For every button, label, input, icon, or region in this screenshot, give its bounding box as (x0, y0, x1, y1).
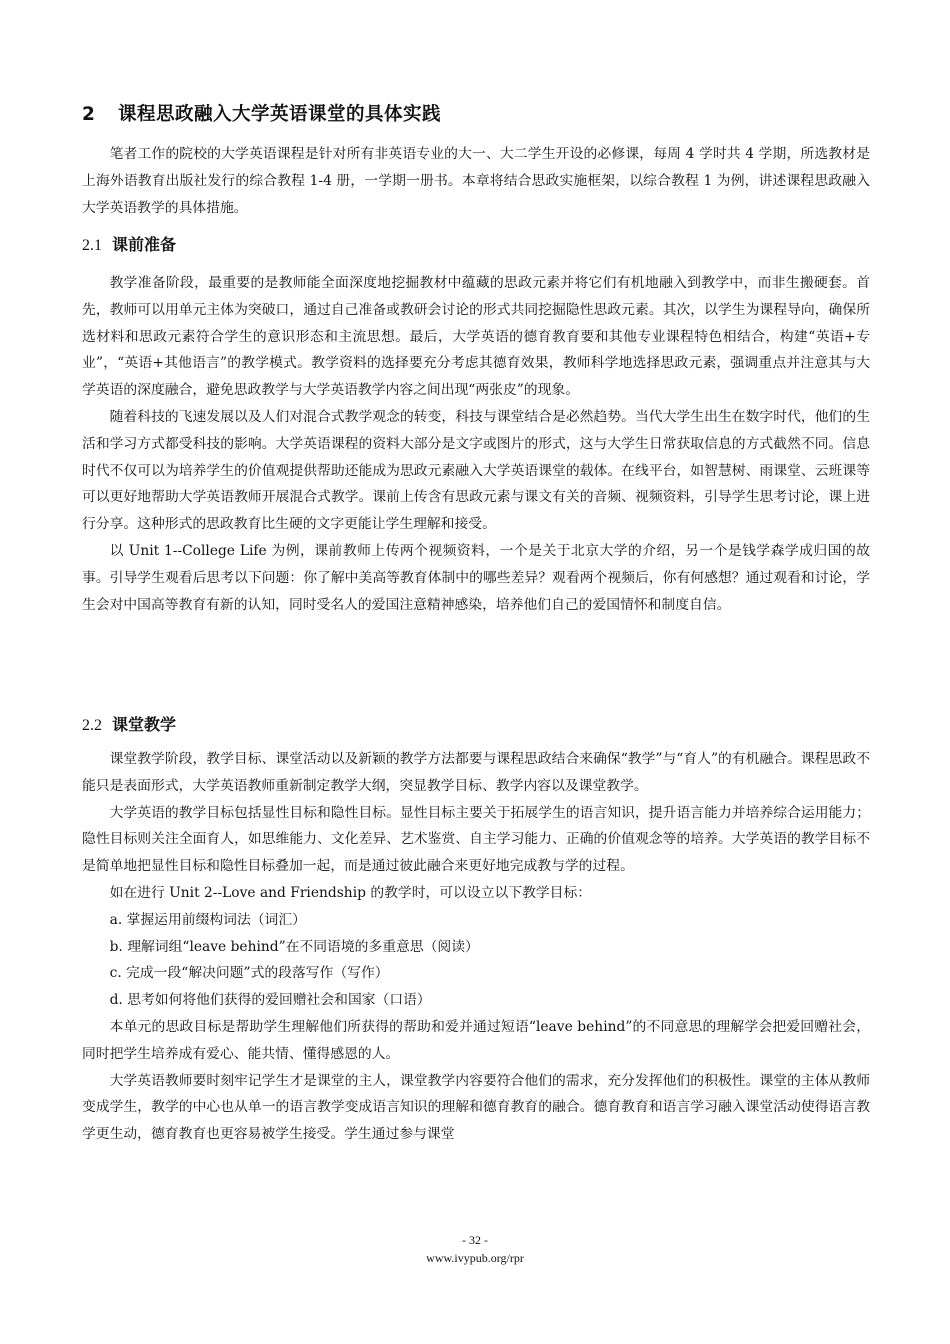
section-2-2-body (82, 746, 870, 1148)
section-number: 2 (82, 104, 96, 125)
paragraph: 大学英语教师要时刻牢记学生才是课堂的主人，课堂教学内容要符合他们的需求，充分发挥他们的积极性。课堂的主体从教师变成学生，教学的中心也从单一的语言教学变成语言知识的理解和德育教育的融合。德育教育和语言学习融入课堂活动使得语言教学更生动，德育教育也更容易被学生接受。学生通过参与课堂 (82, 1072, 870, 1143)
paragraph: 本单元的思政目标是帮助学生理解他们所获得的帮助和爱并通过短语“leave behind”的不同意思的理解学会把爱回赠社会，同时把学生培养成有爱心、能共情、懂得感恩的人。 (82, 1018, 870, 1062)
list-item: a. 掌握运用前缀构词法（词汇） (109, 911, 306, 928)
paragraph: 教学准备阶段，最重要的是教师能全面深度地挖掘教材中蕴藏的思政元素并将它们有机地融入到教学中，而非生搬硬套。首先，教师可以用单元主体为突破口，通过自己准备或教研会讨论的形式共同挖掘隐性思政元素。其次，以学生为课程导向，确保所选材料和思政元素符合学生的意识形态和主流思想。最后，大学英语的德育教育要和其他专业课程特色相结合，构建“英语+专业”，“英语+其他语言”的教学模式。教学资料的选择要充分考虑其德育效果，教师科学地选择思政元素，强调重点并注意其与大学英语的深度融合，避免思政教学与大学英语教学内容之间出现“两张皮”的现象。 (82, 275, 870, 399)
section-2-intro (82, 141, 870, 221)
section-number: 2.2 (82, 717, 102, 734)
section-2-heading (82, 100, 441, 126)
paragraph: 如在进行 Unit 2--Love and Friendship 的教学时，可以设立以下教学目标： (109, 884, 592, 901)
section-2-2-heading (82, 712, 870, 735)
section-title: 课程思政融入大学英语课堂的具体实践 (118, 104, 442, 125)
section-number: 2.1 (82, 237, 102, 254)
section-2-1-heading (82, 232, 870, 255)
paragraph: 大学英语的教学目标包括显性目标和隐性目标。显性目标主要关于拓展学生的语言知识，提升语言能力并培养综合运用能力；隐性目标则关注全面育人，如思维能力、文化差异、艺术鉴赏、自主学习能力、正确的价值观念等的培养。大学英语的教学目标不是简单地把显性目标和隐性目标叠加一起，而是通过彼此融合来更好地完成教与学的过程。 (82, 804, 870, 875)
page-number: - 32 - (462, 1233, 488, 1247)
paragraph: 随着科技的飞速发展以及人们对混合式教学观念的转变，科技与课堂结合是必然趋势。当代大学生出生在数字时代，他们的生活和学习方式都受科技的影响。大学英语课程的资料大部分是文字或图片的形式，这与大学生日常获取信息的方式截然不同。信息时代不仅可以为培养学生的价值观提供帮助还能成为思政元素融入大学英语课堂的载体。在线平台，如智慧树、雨课堂、云班课等可以更好地帮助大学英语教师开展混合式教学。课前上传含有思政元素与课文有关的音频、视频资料，引导学生思考讨论，课上进行分享。这种形式的思政教育比生硬的文字更能让学生理解和接受。 (82, 408, 870, 533)
list-item: b. 理解词组“leave behind”在不同语境的多重意思（阅读） (109, 938, 479, 955)
section-title: 课前准备 (112, 235, 177, 254)
list-item: d. 思考如何将他们获得的爱回赠社会和国家（口语） (109, 992, 431, 1009)
list-item: c. 完成一段“解决问题”式的段落写作（写作） (109, 965, 389, 982)
section-title: 课堂教学 (112, 715, 177, 734)
paragraph: 笔者工作的院校的大学英语课程是针对所有非英语专业的大一、大二学生开设的必修课，每周 4 学时共 4 学期，所选教材是上海外语教育出版社发行的综合教程 1-4 册，一学期一册书。本章将结合思政实施框架，以综合教程 1 为例，讲述课程思政融入大学英语教学的具体措施。 (82, 146, 870, 216)
journal-url: www.ivypub.org/rpr (426, 1251, 524, 1265)
section-2-1-body (82, 270, 870, 618)
paragraph: 课堂教学阶段，教学目标、课堂活动以及新颖的教学方法都要与课程思政结合来确保“教学”与“育人”的有机融合。课程思政不能只是表面形式，大学英语教师重新制定教学大纲，突显教学目标、教学内容以及课堂教学。 (82, 751, 870, 794)
paragraph: 以 Unit 1--College Life 为例，课前教师上传两个视频资料，一个是关于北京大学的介绍，另一个是钱学森学成归国的故事。引导学生观看后思考以下问题：你了解中美高等教育体制中的哪些差异？观看两个视频后，你有何感想？通过观看和讨论，学生会对中国高等教育有新的认知，同时受名人的爱国注意精神感染，培养他们自己的爱国情怀和制度自信。 (82, 542, 870, 613)
